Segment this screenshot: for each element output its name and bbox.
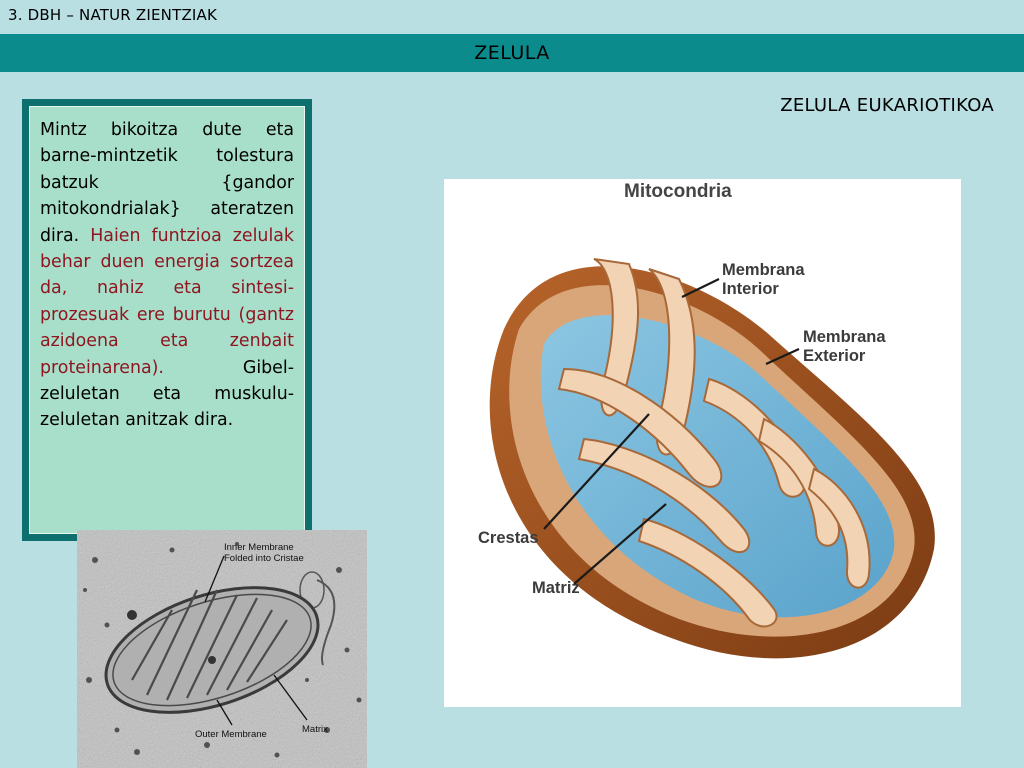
description-function-red: Haien funtzioa zelulak behar duen energia sortzea da, nahiz eta sintesi-prozesuak ere burutu (gantz azidoena eta zenbait proteinarena).	[40, 225, 295, 378]
text-box-inner	[29, 106, 305, 534]
diagram-title: Mitocondria	[624, 181, 732, 202]
inner-membrane-label	[722, 261, 805, 299]
inner-membrane-line1: Membrana	[722, 261, 805, 279]
micrograph-outer-membrane-label: Outer Membrane	[195, 729, 267, 740]
micrograph-matrix-label: Matrix	[302, 724, 328, 735]
title-bar	[0, 34, 1024, 72]
description-part1: Mintz bikoitza dute eta barne-mintzetik tolestura batzuk {gandor mitokondrialak} ateratzen dira.	[40, 120, 294, 246]
text-box	[22, 99, 312, 541]
electron-micrograph	[77, 530, 367, 768]
description-part3: Gibel-zeluletan eta muskulu-zeluletan anitzak dira.	[40, 357, 294, 431]
mitochondria-diagram	[444, 179, 961, 707]
course-label: 3. DBH – NATUR ZIENTZIAK	[8, 6, 218, 24]
outer-membrane-line1: Membrana	[803, 328, 886, 346]
matrix-label: Matriz	[532, 579, 580, 597]
mitochondria-illustration	[444, 179, 961, 707]
section-subtitle: ZELULA EUKARIOTIKOA	[780, 95, 994, 116]
micrograph-inner-membrane-label	[224, 542, 304, 564]
cristae-label: Crestas	[478, 529, 539, 547]
page-title: ZELULA	[474, 42, 550, 64]
outer-membrane-line2: Exterior	[803, 347, 866, 365]
inner-membrane-line2: Interior	[722, 280, 779, 298]
outer-membrane-label	[803, 328, 886, 366]
micrograph-inner-membrane-line1: Inner Membrane	[224, 542, 294, 553]
micrograph-inner-membrane-line2: Folded into Cristae	[224, 553, 304, 564]
description-text	[40, 117, 294, 434]
